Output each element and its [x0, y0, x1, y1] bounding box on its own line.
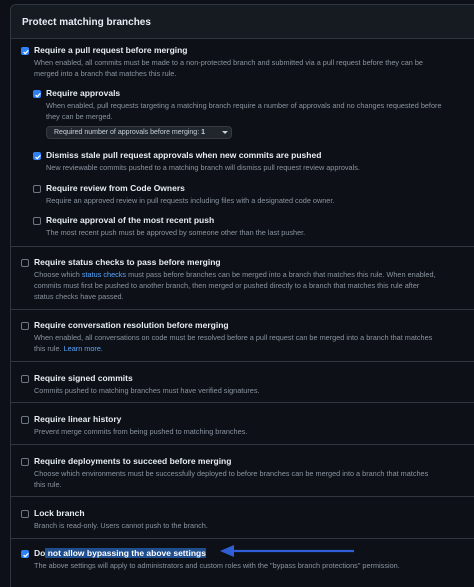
divider: [11, 444, 474, 445]
dismiss-stale-checkbox[interactable]: [33, 152, 41, 160]
lock-branch-desc: Branch is read-only. Users cannot push to the branch.: [34, 521, 208, 530]
panel-header: [11, 5, 474, 39]
dismiss-stale-title[interactable]: Dismiss stale pull request approvals when new commits are pushed: [46, 150, 322, 160]
divider: [11, 538, 474, 539]
status-checks-desc-1: Choose which status checks must pass before branches can be merged into a branch that matches this rule. When enabled,: [34, 270, 436, 279]
linear-history-checkbox[interactable]: [21, 416, 29, 424]
dismiss-stale-desc: New reviewable commits pushed to a matching branch will dismiss pull request review approvals.: [46, 163, 360, 172]
check-icon: [34, 91, 42, 99]
recent-push-checkbox[interactable]: [33, 217, 41, 225]
divider: [11, 361, 474, 362]
conversation-checkbox[interactable]: [21, 322, 29, 330]
status-checks-checkbox[interactable]: [21, 259, 29, 267]
divider: [11, 496, 474, 497]
check-icon: [34, 153, 42, 161]
deployments-desc-2: this rule.: [34, 480, 62, 489]
lock-branch-title[interactable]: Lock branch: [34, 508, 85, 518]
recent-push-title[interactable]: Require approval of the most recent push: [46, 215, 215, 225]
divider: [11, 309, 474, 310]
status-checks-link[interactable]: status checks: [81, 270, 127, 279]
chevron-down-icon: [222, 130, 228, 135]
deployments-checkbox[interactable]: [21, 458, 29, 466]
linear-history-desc: Prevent merge commits from being pushed to matching branches.: [34, 427, 248, 436]
lock-branch-checkbox[interactable]: [21, 510, 29, 518]
signed-commits-title[interactable]: Require signed commits: [34, 373, 133, 383]
code-owners-title[interactable]: Require review from Code Owners: [46, 183, 185, 193]
text-selection-highlight: not allow bypassing the above settings: [45, 548, 206, 558]
annotation-arrow-icon: [220, 544, 356, 558]
pull-request-title[interactable]: Require a pull request before merging: [34, 45, 188, 55]
signed-commits-desc: Commits pushed to matching branches must have verified signatures.: [34, 386, 260, 395]
approvals-desc-2: they can be merged.: [46, 112, 113, 121]
divider: [11, 246, 474, 247]
no-bypass-title[interactable]: Do not allow bypassing the above settings: [34, 548, 206, 558]
status-checks-title[interactable]: Require status checks to pass before merging: [34, 257, 221, 267]
conversation-desc-1: When enabled, all conversations on code must be resolved before a pull request can be merged into a branch that matches: [34, 333, 433, 342]
pull-request-desc-1: When enabled, all commits must be made to a non-protected branch and submitted via a pull request before they can be: [34, 58, 423, 67]
signed-commits-checkbox[interactable]: [21, 375, 29, 383]
approvals-checkbox[interactable]: [33, 90, 41, 98]
check-icon: [22, 551, 30, 559]
learn-more-link[interactable]: Learn more.: [63, 344, 103, 353]
recent-push-desc: The most recent push must be approved by someone other than the last pusher.: [46, 228, 306, 237]
dropdown-value: 1: [201, 129, 205, 136]
no-bypass-checkbox[interactable]: [21, 550, 29, 558]
status-checks-desc-3: status checks have passed.: [34, 292, 124, 301]
status-checks-desc-2: commits must first be pushed to another branch, then merged or pushed directly to a branch that matches this rule after: [34, 281, 420, 290]
no-bypass-desc: The above settings will apply to administrators and custom roles with the "bypass branch protections" permission.: [34, 561, 400, 570]
deployments-title[interactable]: Require deployments to succeed before merging: [34, 456, 232, 466]
dropdown-label: Required number of approvals before merging: 1: [54, 129, 205, 136]
pull-request-desc-2: merged into a branch that matches this rule.: [34, 69, 177, 78]
code-owners-desc: Require an approved review in pull requests including files with a designated code owner.: [46, 196, 335, 205]
deployments-desc-1: Choose which environments must be successfully deployed to before branches can be merged into a branch that matches: [34, 469, 429, 478]
divider: [11, 402, 474, 403]
approvals-title[interactable]: Require approvals: [46, 88, 121, 98]
approvals-count-dropdown[interactable]: [46, 126, 232, 139]
pull-request-checkbox[interactable]: [21, 47, 29, 55]
conversation-desc-2: this rule. Learn more.: [34, 344, 103, 353]
approvals-desc-1: When enabled, pull requests targeting a matching branch require a number of approvals and no changes requested before: [46, 101, 442, 110]
code-owners-checkbox[interactable]: [33, 185, 41, 193]
panel-title: Protect matching branches: [22, 17, 151, 28]
check-icon: [22, 48, 30, 56]
conversation-title[interactable]: Require conversation resolution before merging: [34, 320, 229, 330]
linear-history-title[interactable]: Require linear history: [34, 414, 122, 424]
